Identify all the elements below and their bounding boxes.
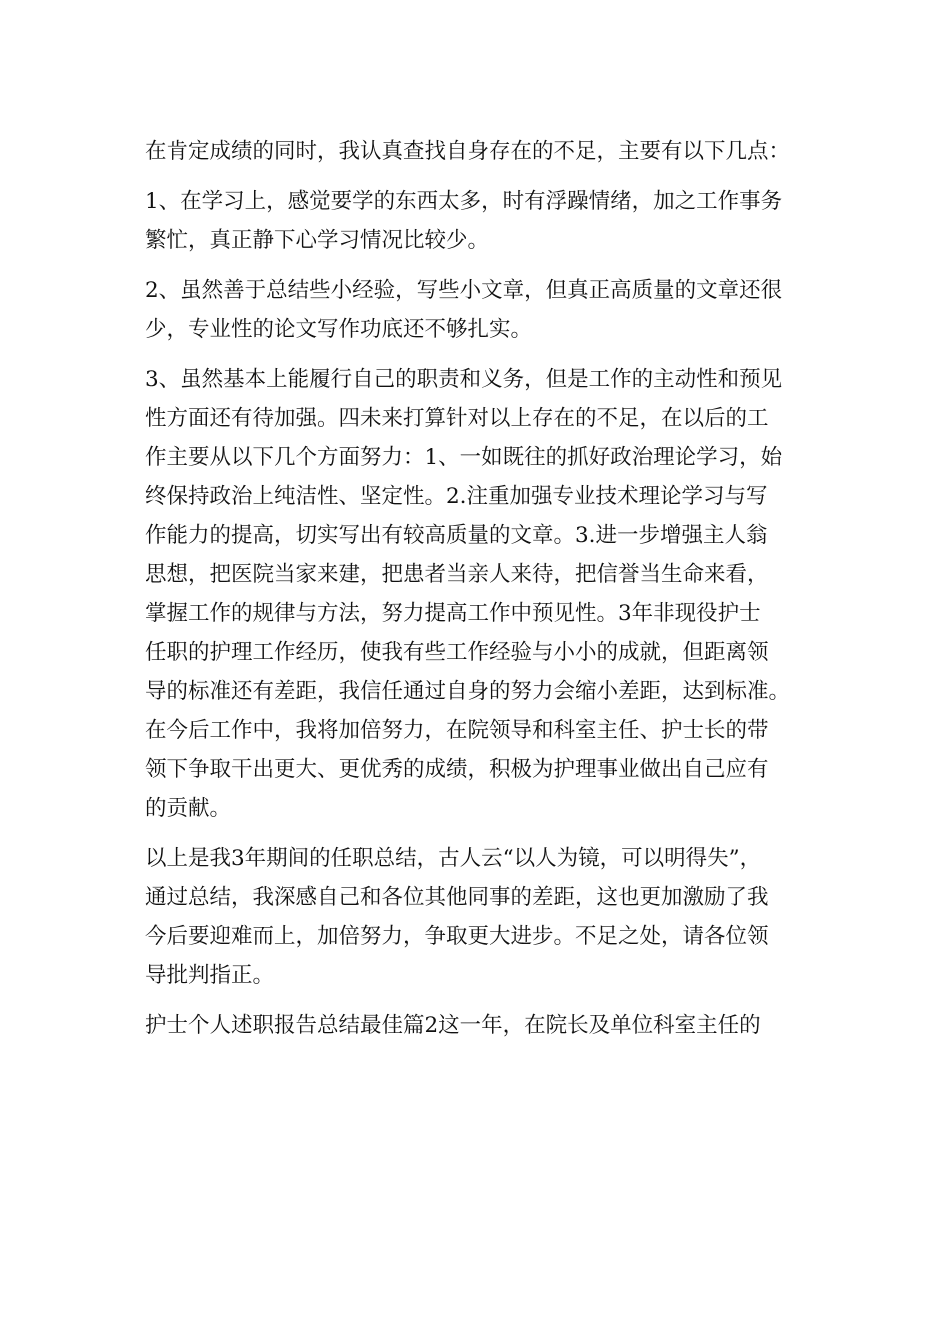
text-line: 2、虽然善于总结些小经验，写些小文章，但真正高质量的文章还很 xyxy=(145,278,783,303)
text-line: 以上是我3年期间的任职总结，古人云“以人为镜，可以明得失”， xyxy=(145,846,762,871)
text-line: 的贡献。 xyxy=(145,796,232,821)
paragraph-gap xyxy=(145,260,825,271)
text-line: 3、虽然基本上能履行自己的职责和义务，但是工作的主动性和预见 xyxy=(145,367,783,392)
text-line: 思想，把医院当家来建，把患者当亲人来待，把信誉当生命来看， xyxy=(145,562,769,587)
paragraph-gap xyxy=(145,171,825,182)
text-line: 掌握工作的规律与方法，努力提高工作中预见性。3年非现役护士 xyxy=(145,601,761,626)
document-body xyxy=(145,132,825,1045)
text-line: 终保持政治上纯洁性、坚定性。2.注重加强专业技术理论学习与写 xyxy=(145,484,768,509)
text-line: 1、在学习上，感觉要学的东西太多，时有浮躁情绪，加之工作事务 xyxy=(145,189,783,214)
text-line: 护士个人述职报告总结最佳篇2这一年，在院长及单位科室主任的 xyxy=(145,1013,761,1038)
text-line: 作能力的提高，切实写出有较高质量的文章。3.进一步增强主人翁 xyxy=(145,523,768,548)
text-line: 在肯定成绩的同时，我认真查找自身存在的不足，主要有以下几点： xyxy=(145,139,791,164)
text-line: 今后要迎难而上，加倍努力，争取更大进步。不足之处，请各位领 xyxy=(145,924,769,949)
paragraph xyxy=(145,360,825,828)
paragraph-gap xyxy=(145,349,825,360)
text-line: 领下争取干出更大、更优秀的成绩，积极为护理事业做出自己应有 xyxy=(145,757,769,782)
paragraph xyxy=(145,132,825,171)
text-line: 导批判指正。 xyxy=(145,963,275,988)
text-line: 作主要从以下几个方面努力：1、一如既往的抓好政治理论学习，始 xyxy=(145,445,783,470)
paragraph xyxy=(145,839,825,995)
text-line: 任职的护理工作经历，使我有些工作经验与小小的成就，但距离领 xyxy=(145,640,769,665)
paragraph xyxy=(145,182,825,260)
text-line: 导的标准还有差距，我信任通过自身的努力会缩小差距，达到标准。 xyxy=(145,679,791,704)
text-line: 性方面还有待加强。四未来打算针对以上存在的不足，在以后的工 xyxy=(145,406,769,431)
paragraph-gap xyxy=(145,995,825,1006)
paragraph-gap xyxy=(145,828,825,839)
text-line: 少，专业性的论文写作功底还不够扎实。 xyxy=(145,317,533,342)
text-line: 在今后工作中，我将加倍努力，在院领导和科室主任、护士长的带 xyxy=(145,718,769,743)
text-line: 繁忙，真正静下心学习情况比较少。 xyxy=(145,228,490,253)
text-line: 通过总结，我深感自己和各位其他同事的差距，这也更加激励了我 xyxy=(145,885,769,910)
paragraph xyxy=(145,1006,825,1045)
paragraph xyxy=(145,271,825,349)
